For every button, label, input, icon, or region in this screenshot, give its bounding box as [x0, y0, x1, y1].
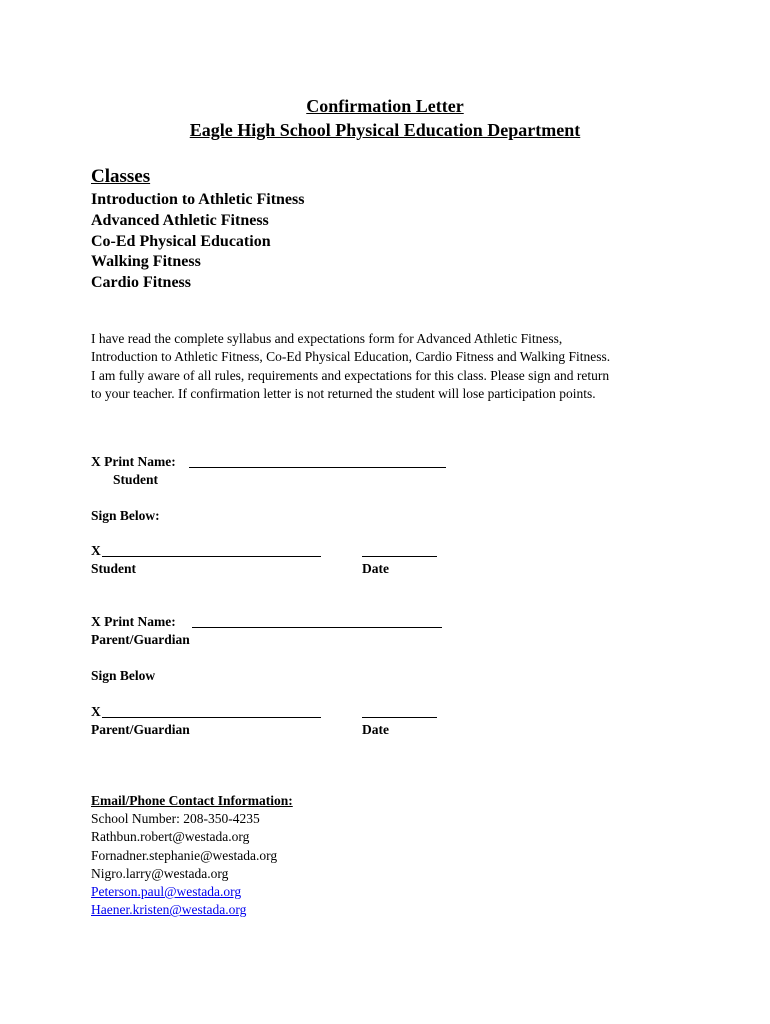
document-subtitle: Eagle High School Physical Education Department	[189, 120, 581, 140]
contact-info	[91, 792, 293, 919]
student-signature-role: Student	[91, 561, 137, 576]
parent-sign-x: X	[91, 704, 101, 719]
paragraph-line: Introduction to Athletic Fitness, Co-Ed Physical Education, Cardio Fitness and Walking Fitness.	[91, 349, 611, 365]
acknowledgement-paragraph	[91, 330, 691, 404]
class-item: Walking Fitness	[91, 253, 201, 271]
paragraph-line: I am fully aware of all rules, requirements and expectations for this class. Please sign and return	[91, 367, 610, 383]
class-item: Introduction to Athletic Fitness	[91, 191, 305, 208]
contact-email: Fornadner.stephanie@westada.org	[91, 847, 278, 863]
parent-print-name-line[interactable]	[192, 627, 442, 628]
contact-email: Rathbun.robert@westada.org	[91, 829, 250, 845]
paragraph-line: I have read the complete syllabus and expectations form for Advanced Athletic Fitness,	[91, 331, 563, 346]
contact-email-link[interactable]: Haener.kristen@westada.org	[91, 902, 247, 918]
parent-signature-role: Parent/Guardian	[91, 722, 190, 737]
document-title: Confirmation Letter	[306, 96, 464, 116]
parent-date-line[interactable]	[362, 717, 437, 718]
student-print-name-role: Student	[113, 472, 159, 487]
student-print-name-label: X Print Name:	[91, 454, 176, 469]
parent-print-name-label: X Print Name:	[91, 614, 176, 629]
class-item: Advanced Athletic Fitness	[91, 211, 269, 229]
contact-email: Nigro.larry@westada.org	[91, 865, 229, 881]
student-print-name-line[interactable]	[189, 467, 446, 468]
class-item: Co-Ed Physical Education	[91, 232, 271, 250]
contact-email-link[interactable]: Peterson.paul@westada.org	[91, 884, 242, 900]
school-number: School Number: 208-350-4235	[91, 811, 260, 827]
student-sign-x: X	[91, 543, 101, 558]
parent-date-label: Date	[362, 722, 389, 737]
contact-heading: Email/Phone Contact Information:	[91, 793, 293, 808]
student-date-line[interactable]	[362, 556, 437, 557]
classes-heading: Classes	[91, 166, 151, 187]
class-item: Cardio Fitness	[91, 274, 191, 292]
student-signature-line[interactable]	[102, 556, 321, 557]
student-sign-below-label: Sign Below:	[91, 508, 160, 523]
parent-sign-below-label: Sign Below	[91, 668, 156, 683]
student-date-label: Date	[362, 561, 389, 576]
parent-signature-line[interactable]	[102, 717, 321, 718]
parent-print-name-role: Parent/Guardian	[91, 632, 190, 647]
class-list	[91, 190, 304, 294]
paragraph-line: to your teacher. If confirmation letter is not returned the student will lose participation points.	[91, 386, 596, 402]
